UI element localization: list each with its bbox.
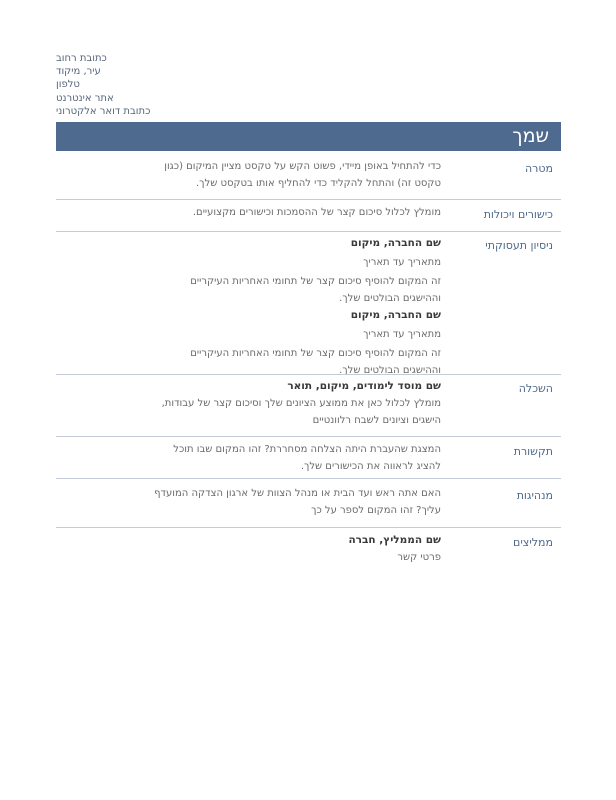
name-banner bbox=[56, 122, 561, 151]
section-divider bbox=[56, 478, 561, 479]
communication-line: להציג לראווה את הכישורים שלך. bbox=[300, 461, 441, 472]
job-dates: מתאריך עד תאריך bbox=[363, 329, 441, 340]
email: כתובת דואר אלקטרוני bbox=[56, 105, 151, 117]
skills-content bbox=[86, 204, 441, 221]
reference-title: שם הממליץ, חברה bbox=[348, 534, 441, 546]
experience-content bbox=[86, 235, 441, 379]
section-label-references: ממליצים bbox=[513, 536, 553, 549]
references-content bbox=[86, 532, 441, 566]
section-divider bbox=[56, 231, 561, 232]
section-label-education: השכלה bbox=[518, 382, 553, 395]
your-name: שמך bbox=[512, 125, 549, 147]
section-divider bbox=[56, 436, 561, 437]
leadership-content bbox=[86, 485, 441, 519]
communication-content bbox=[86, 441, 441, 475]
leadership-line: עליך? זהו המקום לספר על כך bbox=[311, 505, 441, 516]
section-label-objective: מטרה bbox=[525, 162, 553, 175]
section-label-skills: כישורים ויכולות bbox=[483, 208, 553, 221]
reference-line: פרטי קשר bbox=[397, 552, 441, 563]
street-address: כתובת רחוב bbox=[56, 53, 107, 64]
leadership-line: האם אתה ראש ועד הבית או מנהל הצוות של ארגון הצדקה המועדף bbox=[154, 488, 441, 499]
section-divider bbox=[56, 199, 561, 200]
website: אתר אינטרנט bbox=[56, 92, 114, 104]
job-description-line: זה המקום להוסיף סיכום קצר של תחומי האחריות העיקריים bbox=[190, 276, 441, 287]
job-description-line: וההישגים הבולטים שלך. bbox=[339, 365, 441, 376]
section-divider bbox=[56, 374, 561, 375]
education-title: שם מוסד לימודים, מיקום, תואר bbox=[287, 380, 441, 392]
section-label-experience: ניסיון תעסוקתי bbox=[485, 239, 553, 252]
education-content bbox=[86, 378, 441, 429]
skills-line: מומלץ לכלול סיכום קצר של ההסמכות וכישורים מקצועיים. bbox=[192, 207, 441, 218]
section-label-communication: תקשורת bbox=[513, 445, 553, 458]
phone: טלפון bbox=[56, 79, 80, 91]
job-dates: מתאריך עד תאריך bbox=[363, 257, 441, 268]
section-divider bbox=[56, 527, 561, 528]
communication-line: המצגת שהעברת היתה הצלחה מסחררת? זהו המקום שבו תוכל bbox=[173, 444, 441, 455]
section-label-leadership: מנהיגות bbox=[516, 489, 553, 502]
education-line: מומלץ לכלול כאן את ממוצע הציונים שלך וסיכום קצר של עבודות, bbox=[161, 398, 441, 409]
job-description-line: וההישגים הבולטים שלך. bbox=[339, 293, 441, 304]
objective-content bbox=[86, 158, 441, 192]
objective-line: טקסט זה) והתחל להקליד כדי להחליף אותו בטקסט שלך. bbox=[195, 178, 441, 189]
education-line: הישגים וציונים לשבח רלוונטיים bbox=[312, 415, 441, 426]
job-company: שם החברה, מיקום bbox=[350, 237, 441, 249]
job-company: שם החברה, מיקום bbox=[350, 309, 441, 321]
city-zip: עיר, מיקוד bbox=[56, 66, 101, 78]
objective-line: כדי להתחיל באופן מיידי, פשוט הקש על טקסט מציין המיקום (כגון bbox=[164, 161, 441, 172]
job-description-line: זה המקום להוסיף סיכום קצר של תחומי האחריות העיקריים bbox=[190, 348, 441, 359]
contact-address-block bbox=[56, 52, 356, 118]
